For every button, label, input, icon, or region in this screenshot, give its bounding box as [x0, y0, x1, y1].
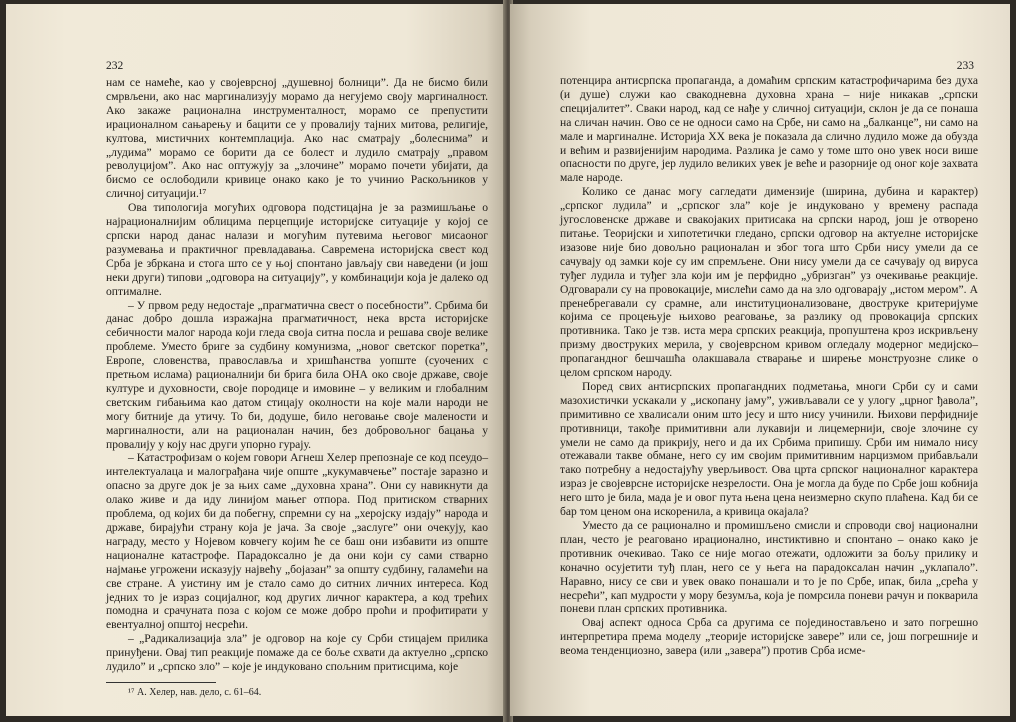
paragraph: Ова типологија могућих одговора подстицајна је за размишљање о најрационалнијим облицима перцепције историјске ситуације у којој се српски народ данас налази и могућим путевима његовог мисаоног разумевања и практичног превладавања. Савремена историјска свест код Срба је збркана и стога што се у њој спонтано јављају сви наведени (и још неки други) типови „одговора на ситуацију”, у комбинацији која је далеко од оптималне. [106, 201, 488, 298]
paragraph: нам се намеће, као у својеврсној „душевној болници”. Да не бисмо били смрвљени, ако нас маргинализују морамо да негујемо своју маргиналност. Ако закаже рационална инструменталност, морамо се препустити ирационалном сањарењу и бацити се у провалију тајних митова, религије, култова, мистичних контемплација. Ако нас сматрају „болеснима” и „лудима” морамо се борити да се болест и лудило сматрају „правом револуцијом”. Ако нас оптужују за „злочине” морамо почети убијати, да бисмо се ослободили кривице онако како је то учинио Раскољников у сличној ситуацији.¹⁷ [106, 76, 488, 201]
page-number: 232 [106, 60, 124, 72]
body-text [106, 76, 488, 699]
paragraph: – Катастрофизам о којем говори Агнеш Хелер препознаје се код псеудо–интелектуалаца и малограђана чије опште „кукумавчење” постаје заразно и опасно за друге док је за њих саме „духовна храна”. Они су навикнути да олако живе и да иду линијом мањег отпора. Под притиском стварних проблема, од којих би да побегну, спремни су на „херојску издају” народа и државе, бирајући страну која је јача. За своје „заслуге” они очекују, као награду, место у Нојевом ковчегу којим ће се баш они избавити из опште националне катастрофе. Парадоксално је да они који су сами стварно најмање угрожени исказују највећу „бојазан” за општу судбину, галамећи на све стране. А уистину им је стало само до ситних личних интереса. Код једних то је израз социјалног, код других личног карактера, а код трећих помодна и срачуната поза с којом се може добро проћи и профитирати у евентуалној општој несрећи. [106, 451, 488, 632]
paragraph: Овај аспект односа Срба са другима се појединостављено и зато погрешно интерпретира према моделу „теорије историјске завере” или се, још погрешније и веома тенденциозно, завера (или „завера”) против Срба исме- [560, 616, 978, 658]
paragraph: потенцира антисрпска пропаганда, а домаћим српским катастрофичарима без духа (и душе) служи као свакодневна духовна храна – није никакав „српски специјалитет”. Сваки народ, кад се нађе у сличној ситуацији, склон је да се понаша на сличан начин. Ово се не односи само на Србе, ни само на „балканце”, ни само на мале и маргиналне. Историја XX века је показала да слично лудило може да обузда и већим и развијенијим народима. Разлика је само у томе што оно увек носи више опасности по друге, јер лудило великих увек је веће и разорније од оног које захвата мале народе. [560, 74, 978, 185]
paragraph: – У првом реду недостаје „прагматична свест о посебности”. Србима би данас добро дошла изражајна прагматичност, нека врста историјске себичности малог народа који гледа своја ситна посла и решава своје велике проблеме. Уместо бриге за судбину комунизма, „новог светског поретка”, Европе, словенства, православља и хришћанства уопште (суочених с претњом ислама) рационалнији би брига била ОНА око своје државе, своје културе и духовности, своје породице и имовине – у великим и глобалним светским гибањима као датом стицају околности на које мали народи не могу битније да утичу. То би, додуше, било неговање своје малености и маргиналности, али на рационалан начин, без добровољног бацања у провалију у коју нас други упорно гурају. [106, 298, 488, 451]
right-page [510, 4, 1010, 716]
page-number: 233 [956, 60, 974, 72]
footnote: ¹⁷ А. Хелер, нав. дело, с. 61–64. [128, 686, 262, 698]
paragraph: – „Радикализација зла” је одговор на које су Срби стицајем прилика принуђени. Овај тип реакције помаже да се боље схвати да актуелно „српско лудило” и „српско зло” – које је индуковано спољним притисцима, које [106, 632, 488, 674]
body-text [560, 74, 978, 658]
footnote-divider [106, 682, 216, 683]
paragraph: Поред свих антисрпских пропагандних подметања, многи Срби су и сами мазохистички ускакали у „ископану јаму”, уживљавали се у улогу „црног ђавола”, примитивно се хвалисали оним што јесу и што нису учинили. Њихови перфидније противници, такође примитивни али лукавији и лицемернији, своје злочине су умели не само да прикрију, него и да их Србима припишу. Срби им нимало нису отежавали такве обмане, него су им својим примитивним нарцизмом прибављали тако потребну а недостајућу уверљивост. Ова црта српског националног карактера израз је својеврсне историјске незрелости. Она је могла да буде по Србе још кобнија него што је била, мада је и овог пута њена цена неизмерно скупо плаћена. Кад би се бар том ценом она искоренила, а кривица окајала? [560, 379, 978, 519]
paragraph: Уместо да се рационално и промишљено смисли и спроводи свој национални план, често је реаговано ирационално, инстиктивно и спонтано – онако како је противник очекивао. Тако се није могао отежати, одложити за бољу прилику и коначно осујетити туђ план, него се у њега на парадоксалан начин „уклапало”. Наравно, нису се сви и увек овако понашали и то је по Србе, ипак, била „срећа у несрећи”, кап мудрости у мору безумља, која је помрсила поневи рачун и покварила поневи план српских противника. [560, 519, 978, 616]
left-page [6, 4, 506, 716]
paragraph: Колико се данас могу сагледати димензије (ширина, дубина и карактер) „српског лудила” и „српског зла” које је индуковано у времену распада југословенске државе и свакојаких притисака на српски народ, још је отворено питање. Теоријски и хипотетички гледано, српски одговор на актуелне историјске изазове није био довољно рационалан и због тога што Срби нису умели да се сачувају од замки које су им спремљене. Они нису умели да се сачувају од вируса туђег лудила и туђег зла који им је перфидно „убризган” уз очекивање реакције. Одговарали су на провокације, мислећи само да на зло одговарају „истом мером”. А пренебрегавали су срамне, али институционализоване, двоструке критеријуме којима се процењује њихово реаговање, за разлику од провокација српских противника. Тако је тзв. иста мера српских реакција, пропуштена кроз искривљену призму двоструких мерила, у својеврсном кривом огледалу модерног медијско–пропагандног бешчашћа олакшавала стварање и ширење монструозне слике о целом српском народу. [560, 185, 978, 380]
